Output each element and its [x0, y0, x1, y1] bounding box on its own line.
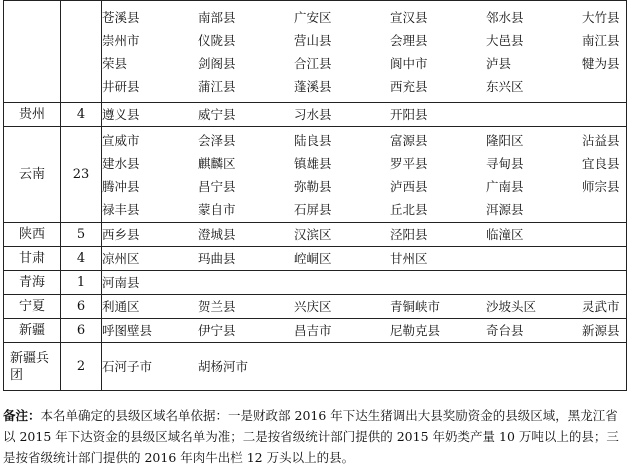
- county-name: 蒲江县: [198, 78, 236, 94]
- county-name: 石屏县: [294, 201, 332, 217]
- county-name: 犍为县: [582, 55, 620, 71]
- county-name: 兴庆区: [294, 299, 332, 314]
- county-name: 利通区: [102, 299, 140, 314]
- county-name: 凉州区: [102, 251, 140, 266]
- county-name: 崆峒区: [294, 251, 332, 266]
- county-name: 大邑县: [486, 32, 524, 48]
- county-name: 仪陇县: [198, 32, 236, 48]
- footnote-label: 备注：: [3, 408, 41, 423]
- province-cell: 云南: [4, 127, 61, 223]
- county-name: 临潼区: [486, 227, 524, 242]
- county-name: 邻水县: [486, 9, 524, 25]
- county-name: 西乡县: [102, 227, 140, 242]
- county-name: 灵武市: [582, 299, 620, 314]
- province-cell: 青海: [4, 271, 61, 295]
- table-row: [4, 127, 627, 223]
- county-names-cell: [102, 1, 627, 103]
- county-name: 贺兰县: [198, 299, 236, 314]
- county-names-cell: [102, 103, 627, 127]
- county-name: 澄城县: [198, 227, 236, 242]
- county-name: 营山县: [294, 32, 332, 48]
- county-names-cell: [102, 271, 627, 295]
- footnote-text: 本名单确定的县级区域名单依据：一是财政部 2016 年下达生猪调出大县奖励资金的县级区域，黑龙江省以 2015 年下达资金的县级区域名单为准；二是按省级统计部门提供的 2015 年奶类产量 10 万吨以上的县；三是按省级统计部门提供的 2016 年肉牛出栏 12 万头以上的县。: [3, 408, 619, 465]
- county-name: 会理县: [390, 32, 428, 48]
- county-name: 河南县: [102, 275, 140, 290]
- county-name: 荣县: [102, 55, 128, 71]
- province-cell: 甘肃: [4, 247, 61, 271]
- county-name: 陆良县: [294, 132, 332, 148]
- county-name: 南江县: [582, 32, 620, 48]
- table-row: [4, 343, 627, 391]
- county-name: 石河子市: [102, 359, 153, 374]
- county-name: 广南县: [486, 178, 524, 194]
- county-name: 禄丰县: [102, 201, 140, 217]
- county-name: 东兴区: [486, 78, 524, 94]
- county-grid: [102, 295, 626, 318]
- county-name: 蒙自市: [198, 201, 236, 217]
- county-names-cell: [102, 343, 627, 391]
- county-name: 广安区: [294, 9, 332, 25]
- table-row: [4, 1, 627, 103]
- count-cell: 6: [61, 295, 102, 319]
- county-name: 奇台县: [486, 323, 524, 338]
- county-grid: [102, 223, 626, 246]
- county-name: 甘州区: [390, 251, 428, 266]
- table-row: [4, 271, 627, 295]
- county-name: 阆中市: [390, 55, 428, 71]
- county-name: 井研县: [102, 78, 140, 94]
- province-cell: [4, 1, 61, 103]
- county-name: 合江县: [294, 55, 332, 71]
- county-name: 威宁县: [198, 107, 236, 122]
- count-cell: 4: [61, 247, 102, 271]
- county-name: 镇雄县: [294, 155, 332, 171]
- table-row: [4, 247, 627, 271]
- county-name: 洱源县: [486, 201, 524, 217]
- table-row: [4, 319, 627, 343]
- count-cell: 5: [61, 223, 102, 247]
- county-name: 寻甸县: [486, 155, 524, 171]
- county-name: 伊宁县: [198, 323, 236, 338]
- county-name: 富源县: [390, 132, 428, 148]
- county-name: 腾冲县: [102, 178, 140, 194]
- county-name: 开阳县: [390, 107, 428, 122]
- county-name: 麒麟区: [198, 155, 236, 171]
- county-name: 沾益县: [582, 132, 620, 148]
- table-body: [4, 1, 627, 391]
- county-name: 青铜峡市: [390, 299, 441, 314]
- county-grid: [102, 247, 626, 270]
- county-name: 昌吉市: [294, 323, 332, 338]
- count-cell: 1: [61, 271, 102, 295]
- county-name: 崇州市: [102, 32, 140, 48]
- province-cell: 贵州: [4, 103, 61, 127]
- county-name: 玛曲县: [198, 251, 236, 266]
- county-grid: [102, 319, 626, 342]
- county-name: 宣汉县: [390, 9, 428, 25]
- count-cell: [61, 1, 102, 103]
- county-name: 剑阁县: [198, 55, 236, 71]
- county-name: 弥勒县: [294, 178, 332, 194]
- county-name: 尼勒克县: [390, 323, 441, 338]
- county-grid: [102, 271, 626, 294]
- table-row: [4, 295, 627, 319]
- county-name: 苍溪县: [102, 9, 140, 25]
- province-cell: 宁夏: [4, 295, 61, 319]
- footnote: [3, 405, 627, 468]
- county-name: 泸县: [486, 55, 512, 71]
- county-name: 宜良县: [582, 155, 620, 171]
- count-cell: 6: [61, 319, 102, 343]
- county-name: 丘北县: [390, 201, 428, 217]
- county-names-cell: [102, 127, 627, 223]
- county-grid: [102, 355, 626, 378]
- count-cell: 23: [61, 127, 102, 223]
- county-name: 沙坡头区: [486, 299, 537, 314]
- county-name: 宣威市: [102, 132, 140, 148]
- county-name: 南部县: [198, 9, 236, 25]
- table-row: [4, 223, 627, 247]
- province-cell: 新疆兵团: [4, 343, 61, 391]
- province-cell: 新疆: [4, 319, 61, 343]
- county-name: 习水县: [294, 107, 332, 122]
- county-name: 会泽县: [198, 132, 236, 148]
- county-name: 大竹县: [582, 9, 620, 25]
- county-grid: [102, 103, 626, 126]
- county-grid: [102, 129, 626, 221]
- county-name: 泾阳县: [390, 227, 428, 242]
- county-name: 蓬溪县: [294, 78, 332, 94]
- county-name: 新源县: [582, 323, 620, 338]
- county-names-cell: [102, 319, 627, 343]
- county-name: 泸西县: [390, 178, 428, 194]
- county-name: 遵义县: [102, 107, 140, 122]
- county-name: 隆阳区: [486, 132, 524, 148]
- county-name: 胡杨河市: [198, 359, 249, 374]
- county-name: 汉滨区: [294, 227, 332, 242]
- county-list-table: [3, 0, 627, 391]
- county-names-cell: [102, 223, 627, 247]
- province-cell: 陕西: [4, 223, 61, 247]
- table-row: [4, 103, 627, 127]
- county-name: 昌宁县: [198, 178, 236, 194]
- county-names-cell: [102, 247, 627, 271]
- count-cell: 2: [61, 343, 102, 391]
- county-grid: [102, 6, 626, 98]
- county-name: 呼图壁县: [102, 323, 153, 338]
- county-name: 罗平县: [390, 155, 428, 171]
- county-name: 建水县: [102, 155, 140, 171]
- county-name: 师宗县: [582, 178, 620, 194]
- count-cell: 4: [61, 103, 102, 127]
- county-name: 西充县: [390, 78, 428, 94]
- county-names-cell: [102, 295, 627, 319]
